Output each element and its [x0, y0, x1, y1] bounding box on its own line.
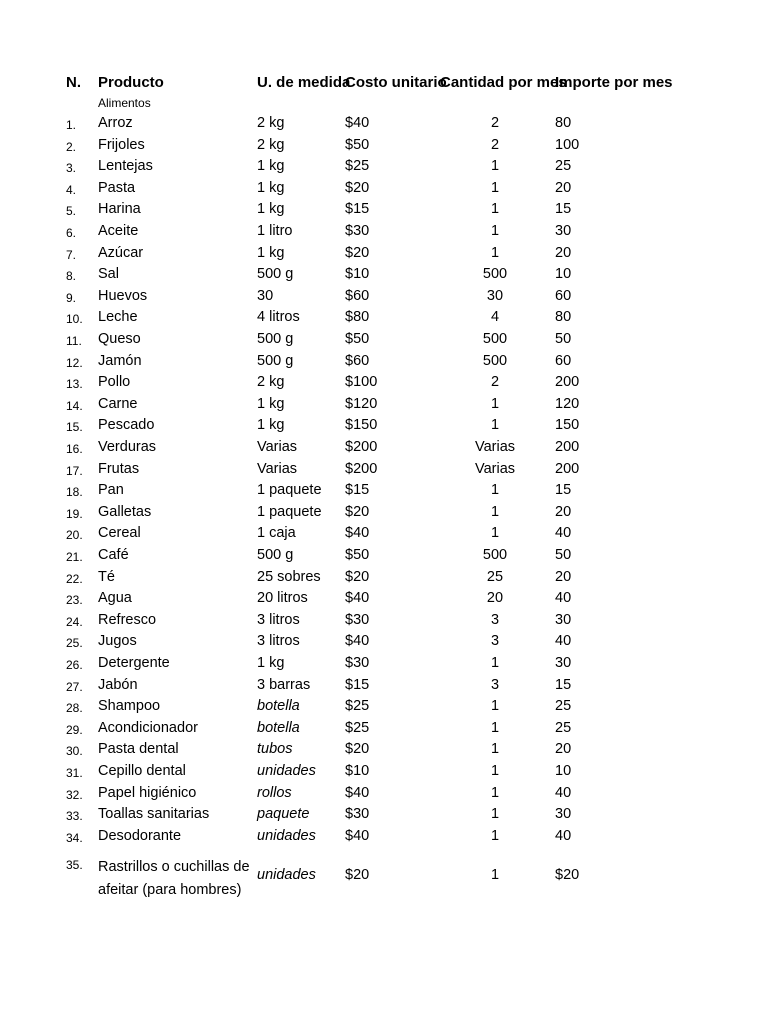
table-row-last [0, 856, 768, 906]
row-unidad: 1 kg [257, 158, 285, 175]
row-cantidad: 1 [490, 244, 500, 261]
row-cantidad: 500 [482, 266, 508, 283]
row-cantidad: 1 [490, 482, 500, 499]
row-importe: 20 [555, 503, 572, 520]
table-row [0, 286, 768, 307]
row-unidad: 2 kg [257, 115, 285, 131]
table-row [0, 199, 768, 220]
row-cantidad: 20 [486, 590, 504, 607]
row-unidad: 2 kg [257, 136, 285, 153]
row-unidad: 1 caja [257, 525, 296, 542]
row-importe: 20 [555, 179, 572, 196]
row-unidad: 500 g [257, 547, 294, 563]
table-row [0, 653, 768, 674]
row-importe: 30 [555, 655, 572, 671]
row-importe: 10 [555, 763, 572, 779]
row-producto: Galletas [98, 503, 152, 520]
row-unidad: 1 kg [257, 417, 285, 434]
section-label: Alimentos [98, 96, 151, 110]
row-costo: $15 [345, 676, 370, 693]
row-importe: 200 [555, 374, 580, 391]
row-number: 5. [66, 204, 77, 219]
row-number: 24. [66, 614, 83, 629]
row-importe: 20 [555, 244, 572, 261]
header-unidad: U. de medida [257, 74, 351, 91]
row-producto: Aceite [98, 223, 139, 239]
row-costo: $40 [345, 784, 370, 801]
row-producto: Café [98, 547, 129, 563]
row-importe: 120 [555, 395, 580, 412]
row-cantidad: 1 [490, 655, 500, 671]
row-unidad: 30 [257, 287, 274, 304]
row-unidad: 3 barras [257, 676, 311, 693]
row-costo: $25 [345, 719, 370, 736]
row-number: 14. [66, 398, 83, 413]
header-n: N. [66, 74, 81, 91]
row-producto: Papel higiénico [98, 784, 197, 801]
row-unidad: 2 kg [257, 374, 285, 391]
row-costo: $60 [345, 287, 370, 304]
row-unidad: 1 kg [257, 201, 285, 218]
row-producto: Leche [98, 309, 138, 326]
row-costo: $100 [345, 374, 378, 391]
table-row [0, 329, 768, 350]
table-row [0, 437, 768, 458]
row-costo: $30 [345, 223, 370, 239]
row-cantidad: 1 [490, 867, 500, 883]
row-costo: $40 [345, 590, 370, 607]
table-row [0, 631, 768, 652]
row-importe: 40 [555, 590, 572, 607]
row-cantidad: 30 [486, 287, 504, 304]
row-cantidad: 2 [490, 374, 500, 391]
row-cantidad: 2 [490, 136, 500, 153]
row-costo: $50 [345, 331, 370, 347]
row-cantidad: 500 [482, 547, 508, 563]
row-producto: Azúcar [98, 244, 144, 261]
row-number: 9. [66, 290, 77, 305]
row-producto: Harina [98, 201, 141, 218]
row-number: 22. [66, 571, 83, 586]
row-unidad: 25 sobres [257, 568, 321, 585]
row-number: 26. [66, 658, 83, 672]
row-unidad: unidades [257, 763, 316, 779]
table-row [0, 610, 768, 631]
row-importe: 60 [555, 352, 572, 369]
row-unidad: 20 litros [257, 590, 308, 607]
row-number: 31. [66, 766, 83, 780]
row-costo: $30 [345, 655, 370, 671]
row-cantidad: 1 [490, 827, 500, 844]
row-unidad: 1 litro [257, 223, 293, 239]
row-number: 30. [66, 744, 83, 759]
row-importe: 200 [555, 460, 580, 477]
header-cantidad: Cantidad por mes [440, 74, 567, 91]
row-importe: 20 [555, 741, 572, 758]
row-number: 21. [66, 550, 83, 564]
row-producto: Verduras [98, 439, 157, 455]
row-number: 13. [66, 377, 83, 392]
row-costo: $20 [345, 741, 370, 758]
row-unidad: Varias [257, 439, 298, 455]
row-importe: 40 [555, 633, 572, 650]
row-unidad: 3 litros [257, 611, 300, 628]
row-producto: Carne [98, 395, 138, 412]
row-costo: $15 [345, 482, 370, 499]
row-producto: Pollo [98, 374, 131, 391]
row-cantidad: 1 [490, 806, 500, 823]
row-producto: Agua [98, 590, 132, 607]
row-cantidad: Varias [474, 439, 516, 455]
row-unidad: 500 g [257, 266, 294, 283]
row-costo: $30 [345, 611, 370, 628]
row-producto: Refresco [98, 611, 157, 628]
row-number: 2. [66, 139, 77, 154]
row-importe: 25 [555, 698, 572, 715]
row-producto: Arroz [98, 115, 133, 131]
row-costo: $50 [345, 547, 370, 563]
row-unidad: tubos [257, 741, 293, 758]
row-cantidad: 1 [490, 158, 500, 175]
row-unidad: 3 litros [257, 633, 300, 650]
header-producto: Producto [98, 74, 164, 91]
row-unidad: 1 kg [257, 655, 285, 671]
row-costo: $50 [345, 136, 370, 153]
row-producto: Frijoles [98, 136, 145, 153]
header-costo: Costo unitario [345, 74, 447, 91]
row-number: 18. [66, 485, 83, 500]
row-producto: Shampoo [98, 698, 161, 715]
row-importe: 15 [555, 676, 572, 693]
row-importe: 80 [555, 115, 572, 131]
row-importe: 100 [555, 136, 580, 153]
row-costo: $20 [345, 568, 370, 585]
row-producto: Queso [98, 331, 141, 347]
row-cantidad: 1 [490, 223, 500, 239]
row-unidad: rollos [257, 784, 292, 801]
row-cantidad: Varias [474, 460, 516, 477]
row-producto: Detergente [98, 655, 170, 671]
row-importe: $20 [555, 867, 580, 883]
row-importe: 10 [555, 266, 572, 283]
row-unidad: 1 kg [257, 244, 285, 261]
row-producto: Pasta dental [98, 741, 179, 758]
table-row [0, 567, 768, 588]
row-costo: $10 [345, 763, 370, 779]
row-cantidad: 1 [490, 525, 500, 542]
table-row [0, 243, 768, 264]
row-unidad: Varias [257, 460, 298, 477]
row-cantidad: 3 [490, 633, 500, 650]
table-row [0, 804, 768, 825]
row-costo: $20 [345, 244, 370, 261]
row-costo: $40 [345, 633, 370, 650]
table-row [0, 761, 768, 782]
row-importe: 80 [555, 309, 572, 326]
row-producto: Desodorante [98, 827, 182, 844]
row-number: 28. [66, 701, 83, 716]
row-costo: $20 [345, 867, 370, 883]
row-unidad: 500 g [257, 331, 294, 347]
row-importe: 40 [555, 827, 572, 844]
row-producto: Jugos [98, 633, 137, 650]
table-row [0, 523, 768, 544]
row-costo: $30 [345, 806, 370, 823]
row-number: 17. [66, 463, 83, 478]
row-producto: Sal [98, 266, 119, 283]
table-row [0, 696, 768, 717]
header-importe: Importe por mes [555, 74, 673, 91]
row-cantidad: 4 [490, 309, 500, 326]
row-importe: 60 [555, 287, 572, 304]
row-producto: Pescado [98, 417, 155, 434]
table-row [0, 718, 768, 739]
table-row [0, 135, 768, 156]
table-row [0, 394, 768, 415]
row-unidad: unidades [257, 827, 316, 844]
row-cantidad: 1 [490, 201, 500, 218]
row-costo: $20 [345, 503, 370, 520]
row-producto: Rastrillos o cuchillas de afeitar (para hombres) [98, 859, 250, 898]
row-unidad: 1 paquete [257, 482, 322, 499]
row-cantidad: 1 [490, 763, 500, 779]
row-costo: $80 [345, 309, 370, 326]
row-unidad: 4 litros [257, 309, 300, 326]
row-importe: 40 [555, 525, 572, 542]
row-importe: 40 [555, 784, 572, 801]
row-producto: Cepillo dental [98, 763, 186, 779]
row-number: 7. [66, 247, 77, 262]
table-row [0, 826, 768, 847]
row-number: 3. [66, 161, 77, 176]
row-producto: Lentejas [98, 158, 153, 175]
table-row [0, 307, 768, 328]
row-number: 6. [66, 226, 77, 240]
row-producto: Té [98, 568, 115, 585]
table-row [0, 221, 768, 242]
row-importe: 150 [555, 417, 580, 434]
row-number: 19. [66, 506, 83, 521]
row-unidad: botella [257, 719, 300, 736]
row-number: 20. [66, 528, 83, 543]
row-importe: 50 [555, 547, 572, 563]
row-costo: $15 [345, 201, 370, 218]
row-cantidad: 1 [490, 503, 500, 520]
table-row [0, 675, 768, 696]
table-row [0, 351, 768, 372]
row-producto: Cereal [98, 525, 141, 542]
row-producto: Huevos [98, 287, 148, 304]
row-costo: $10 [345, 266, 370, 283]
row-importe: 30 [555, 223, 572, 239]
row-producto: Jabón [98, 676, 138, 693]
row-number: 33. [66, 809, 83, 824]
row-number: 25. [66, 636, 83, 651]
row-producto: Toallas sanitarias [98, 806, 210, 823]
table-row [0, 480, 768, 501]
row-number: 34. [66, 830, 83, 845]
table-row [0, 264, 768, 285]
table-row [0, 156, 768, 177]
row-importe: 20 [555, 568, 572, 585]
row-number: 16. [66, 442, 83, 456]
row-cantidad: 3 [490, 676, 500, 693]
row-number: 10. [66, 312, 83, 327]
row-cantidad: 25 [486, 568, 504, 585]
row-number: 4. [66, 182, 77, 197]
row-producto: Acondicionador [98, 719, 198, 736]
row-number: 15. [66, 420, 83, 435]
row-cantidad: 1 [490, 698, 500, 715]
row-number: 29. [66, 722, 83, 737]
row-producto: Pan [98, 482, 124, 499]
row-unidad: unidades [257, 867, 316, 883]
row-cantidad: 1 [490, 179, 500, 196]
table-row [0, 739, 768, 760]
row-unidad: 1 kg [257, 179, 285, 196]
row-number: 12. [66, 355, 83, 370]
row-importe: 200 [555, 439, 580, 455]
table-row [0, 783, 768, 804]
row-importe: 15 [555, 201, 572, 218]
row-importe: 25 [555, 158, 572, 175]
row-number: 23. [66, 593, 83, 608]
row-number: 32. [66, 787, 83, 802]
row-number: 11. [66, 334, 82, 348]
row-importe: 50 [555, 331, 572, 347]
row-cantidad: 500 [482, 352, 508, 369]
row-number: 8. [66, 269, 77, 284]
row-cantidad: 1 [490, 417, 500, 434]
row-costo: $25 [345, 698, 370, 715]
row-unidad: 1 paquete [257, 503, 322, 520]
row-unidad: paquete [257, 806, 310, 823]
row-importe: 15 [555, 482, 572, 499]
table-row [0, 178, 768, 199]
table-row [0, 588, 768, 609]
row-unidad: 1 kg [257, 395, 285, 412]
row-costo: $20 [345, 179, 370, 196]
row-importe: 30 [555, 611, 572, 628]
row-number: 27. [66, 679, 83, 694]
row-cantidad: 1 [490, 395, 500, 412]
row-unidad: 500 g [257, 352, 294, 369]
row-costo: $60 [345, 352, 370, 369]
row-producto: Frutas [98, 460, 140, 477]
row-number: 35. [66, 858, 83, 872]
row-costo: $40 [345, 827, 370, 844]
row-costo: $150 [345, 417, 378, 434]
row-importe: 30 [555, 806, 572, 823]
row-costo: $40 [345, 115, 370, 131]
row-costo: $120 [345, 395, 378, 412]
row-costo: $200 [345, 460, 378, 477]
row-cantidad: 500 [482, 331, 508, 347]
table-row [0, 502, 768, 523]
row-cantidad: 1 [490, 719, 500, 736]
row-producto: Pasta [98, 179, 136, 196]
row-costo: $200 [345, 439, 378, 455]
row-costo: $25 [345, 158, 370, 175]
row-number: 1. [66, 118, 77, 132]
row-cantidad: 3 [490, 611, 500, 628]
row-unidad: botella [257, 698, 300, 715]
table-row [0, 545, 768, 566]
row-costo: $40 [345, 525, 370, 542]
row-cantidad: 2 [490, 115, 500, 131]
row-cantidad: 1 [490, 784, 500, 801]
table-row [0, 113, 768, 134]
table-row [0, 372, 768, 393]
table-row [0, 459, 768, 480]
row-producto: Jamón [98, 352, 142, 369]
table-row [0, 415, 768, 436]
row-importe: 25 [555, 719, 572, 736]
row-cantidad: 1 [490, 741, 500, 758]
